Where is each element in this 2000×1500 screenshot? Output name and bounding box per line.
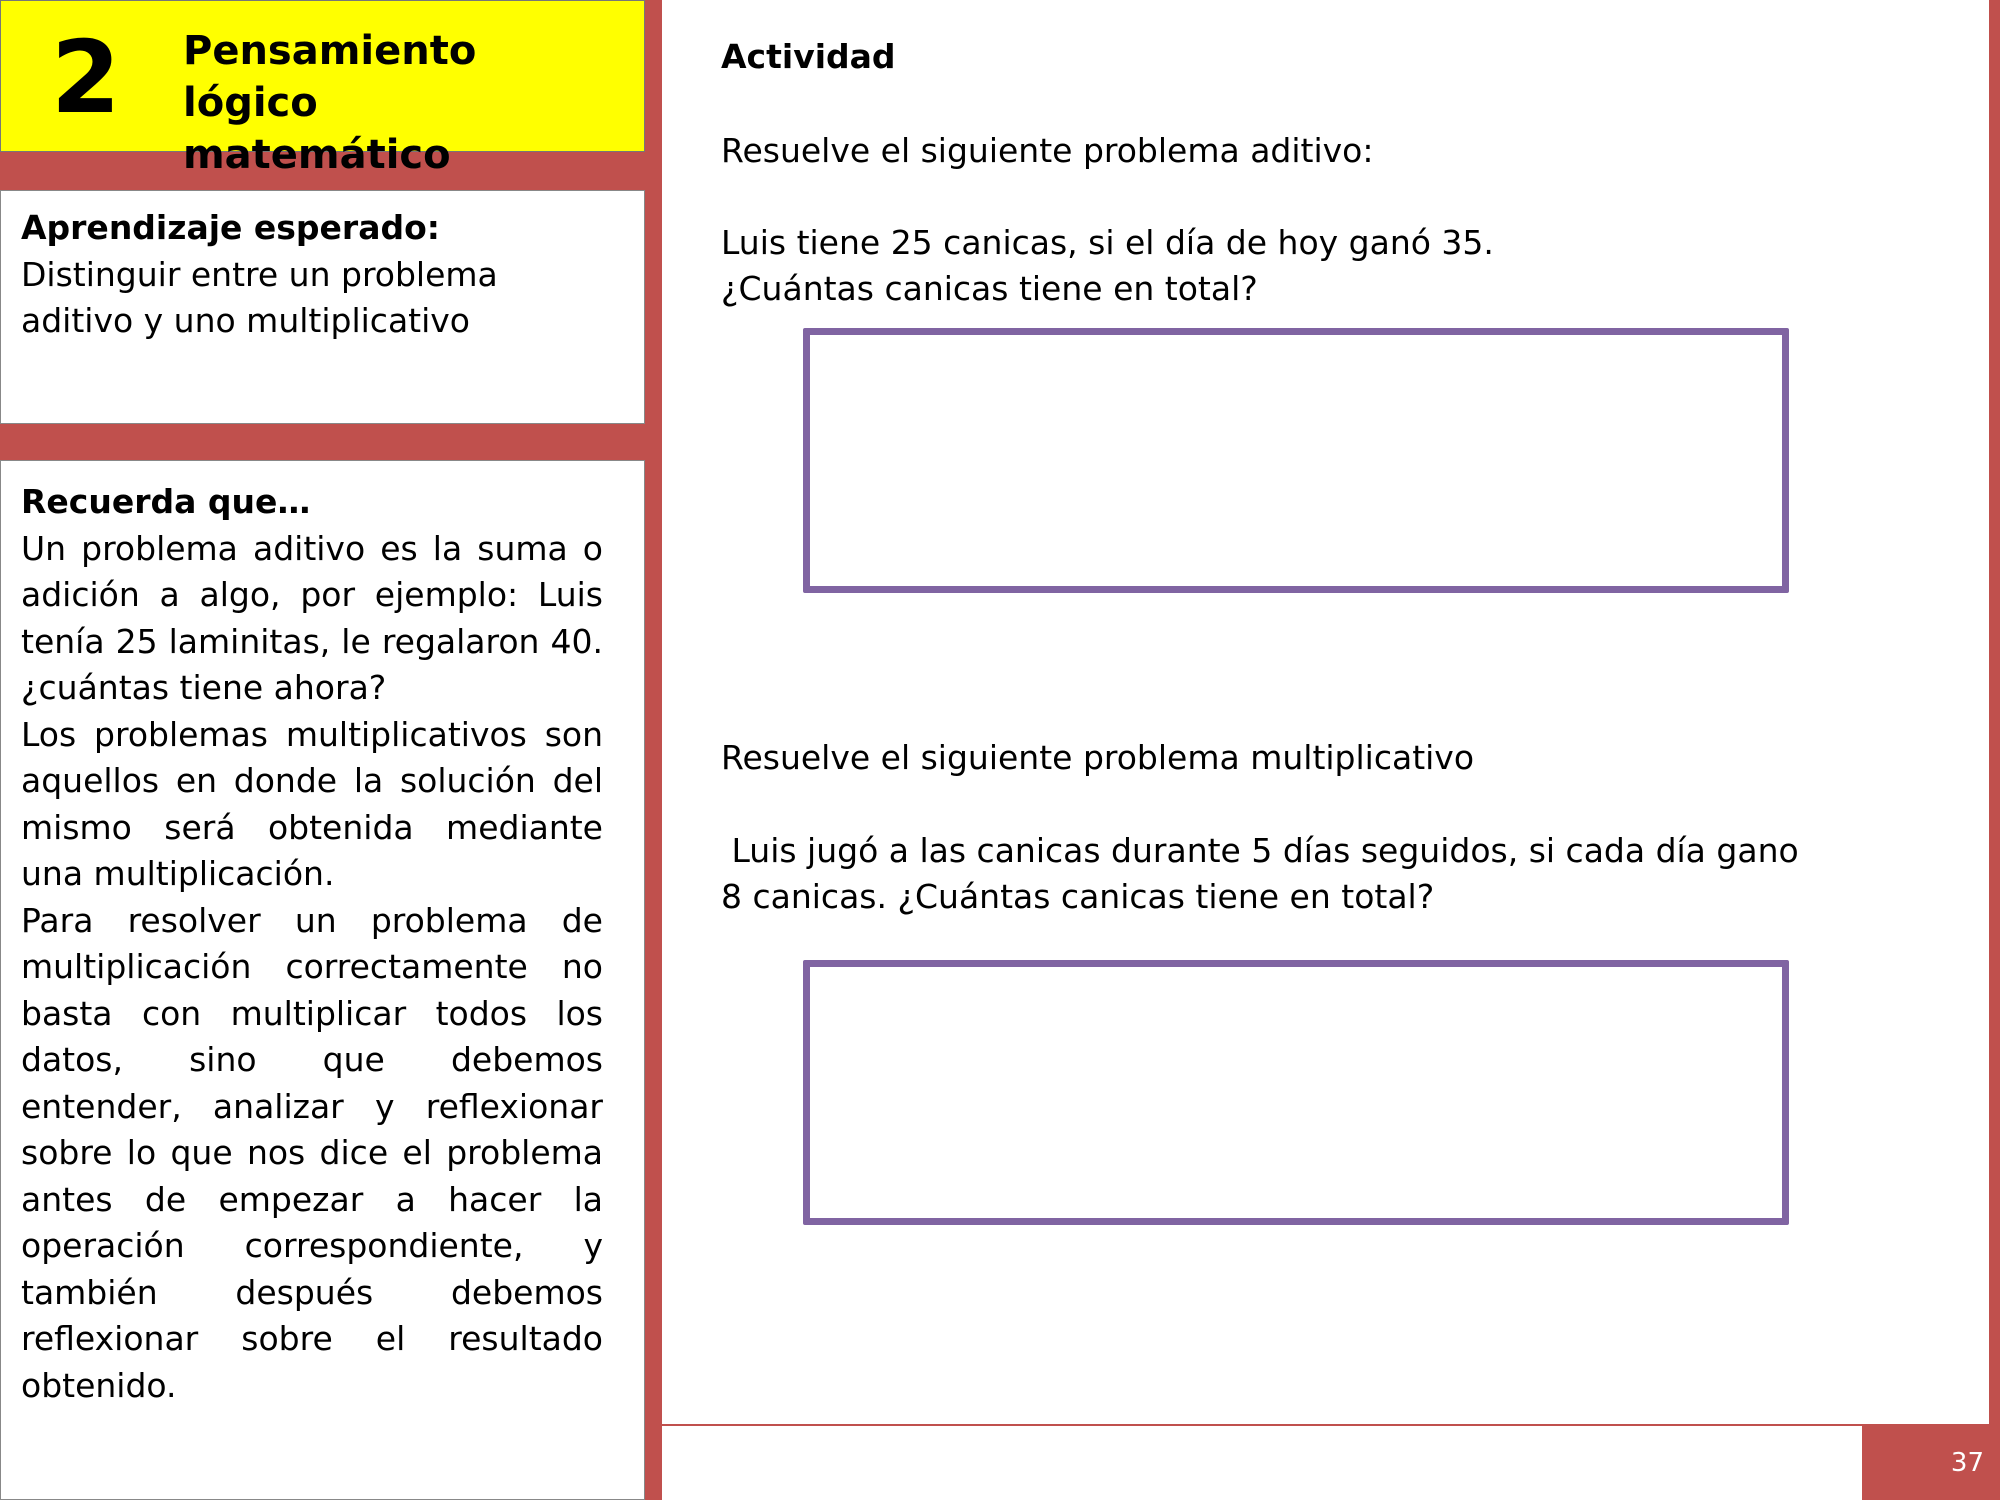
reminder-paragraph-multiplicative: Los problemas multiplicativos son aquellos en donde la solución del mismo será obtenida mediante una multiplicación. <box>21 714 603 893</box>
unit-title-line-1: Pensamiento lógico <box>183 28 477 126</box>
activity-heading: Actividad <box>721 37 896 76</box>
additive-intro: Resuelve el siguiente problema aditivo: <box>721 131 1374 170</box>
additive-answer-box[interactable] <box>803 328 1789 593</box>
learning-expectation-box <box>0 190 645 424</box>
footer-strip <box>662 1426 1862 1500</box>
additive-problem <box>721 220 1494 312</box>
multiplicative-problem <box>721 828 1799 920</box>
learning-text: Distinguir entre un problema aditivo y uno multiplicativo <box>21 254 498 340</box>
page-number: 37 <box>1950 1448 1984 1478</box>
additive-problem-line-1: Luis tiene 25 canicas, si el día de hoy ganó 35. <box>721 223 1494 262</box>
reminder-paragraph-additive: Un problema aditivo es la suma o adición a algo, por ejemplo: Luis tenía 25 laminitas, le regalaron 40. ¿cuántas tiene ahora? <box>21 528 603 707</box>
reminder-heading: Recuerda que… <box>21 482 311 521</box>
multiplicative-problem-line-2: 8 canicas. ¿Cuántas canicas tiene en total? <box>721 877 1435 916</box>
multiplicative-answer-box[interactable] <box>803 960 1789 1225</box>
unit-title <box>183 25 623 181</box>
reminder-box <box>0 460 645 1500</box>
multiplicative-intro: Resuelve el siguiente problema multiplicativo <box>721 738 1475 777</box>
unit-header <box>0 0 645 178</box>
multiplicative-problem-line-1: Luis jugó a las canicas durante 5 días seguidos, si cada día gano <box>721 831 1799 870</box>
additive-problem-line-2: ¿Cuántas canicas tiene en total? <box>721 269 1258 308</box>
learning-heading: Aprendizaje esperado: <box>21 208 440 247</box>
reminder-paragraph-strategy: Para resolver un problema de multiplicación correctamente no basta con multiplicar todos los datos, sino que debemos entender, analizar y reflexionar sobre lo que nos dice el problema antes de empezar a hacer la operación correspondiente, y también después debemos reflexionar sobre el resultado obtenido. <box>21 900 603 1405</box>
reminder-content <box>21 479 603 1409</box>
unit-title-line-2: matemático <box>183 132 451 178</box>
activity-panel <box>662 0 1989 1424</box>
unit-number: 2 <box>51 19 121 136</box>
learning-content <box>21 205 603 345</box>
